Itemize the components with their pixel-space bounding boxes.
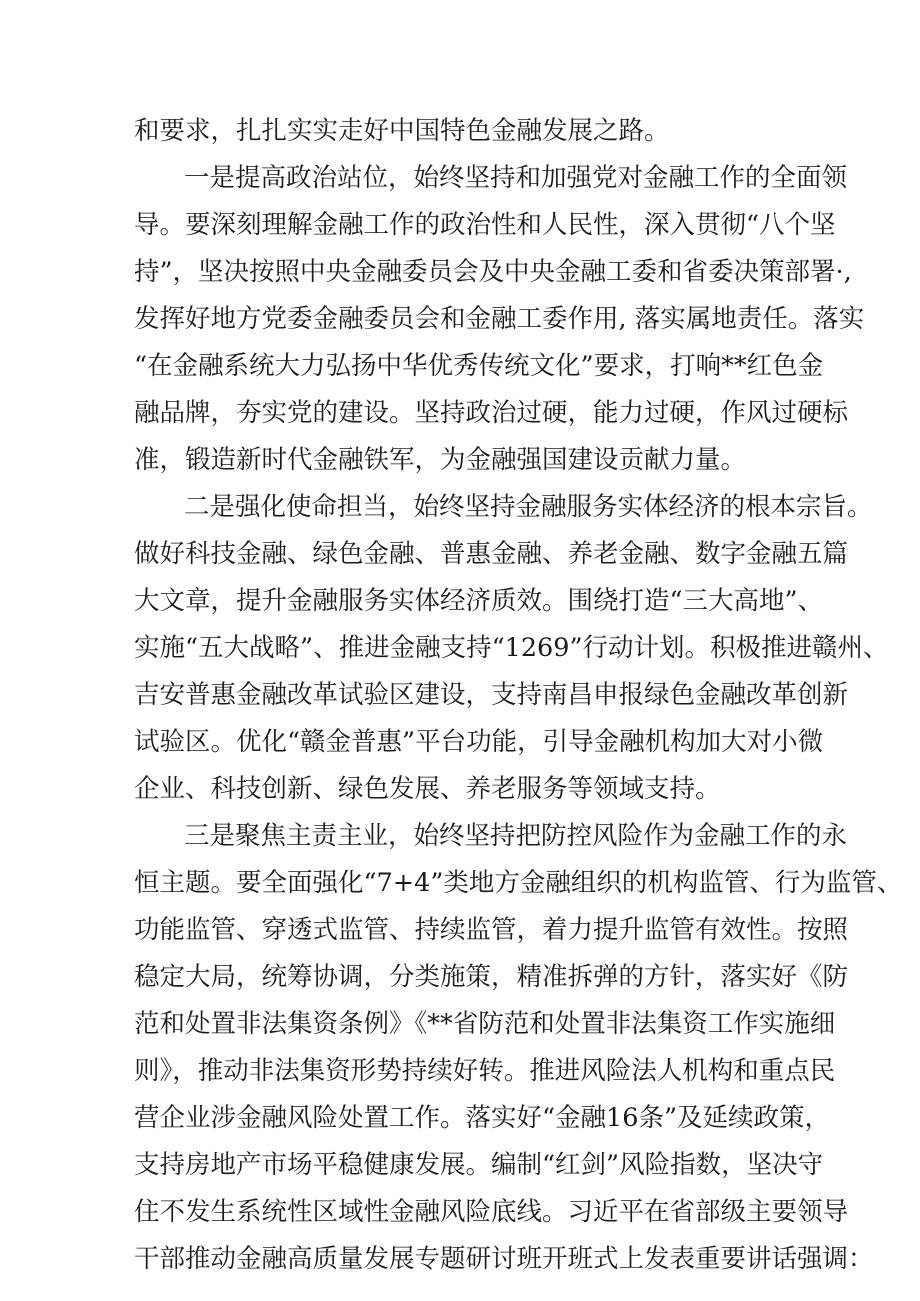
text-line: 企业、科技创新、绿色发展、养老服务等领域支持。 xyxy=(134,774,721,804)
text-line: 持”，坚决按照中央金融委员会及中央金融工委和省委决策部署·, xyxy=(134,257,852,287)
text-line: 和要求，扎扎实实走好中国特色金融发展之路。 xyxy=(134,116,670,146)
text-line: 导。要深刻理解金融工作的政治性和人民性，深入贯彻“八个坚 xyxy=(134,210,836,240)
text-line: 住不发生系统性区域性金融风险底线。习近平在省部级主要领导 xyxy=(134,1197,849,1227)
text-line: 干部推动金融高质量发展专题研讨班开班式上发表重要讲话强调： xyxy=(134,1244,874,1274)
text-line: 发挥好地方党委金融委员会和金融工委作用, 落实属地责任。落实 xyxy=(134,304,865,334)
text-line: 功能监管、穿透式监管、持续监管，着力提升监管有效性。按照 xyxy=(134,915,849,945)
text-line: 三是聚焦主责主业，始终坚持把防控风险作为金融工作的永 xyxy=(184,821,848,851)
text-line: 稳定大局，统筹协调，分类施策，精准拆弹的方针，落实好《防 xyxy=(134,962,849,992)
text-line: 实施“五大战略”、推进金融支持“1269”行动计划。积极推进赣州、 xyxy=(134,633,889,663)
text-line: 做好科技金融、绿色金融、普惠金融、养老金融、数字金融五篇 xyxy=(134,539,849,569)
text-line: 试验区。优化“赣金普惠”平台功能，引导金融机构加大对小微 xyxy=(134,727,824,757)
text-line: 营企业涉金融风险处置工作。落实好“金融16条”及延续政策， xyxy=(134,1103,831,1133)
text-line: 大文章，提升金融服务实体经济质效。围绕打造“三大高地”、 xyxy=(134,586,824,616)
text-line: 吉安普惠金融改革试验区建设，支持南昌申报绿色金融改革创新 xyxy=(134,680,849,710)
text-line: 准，锻造新时代金融铁军，为金融强国建设贡献力量。 xyxy=(134,445,747,475)
text-line: “在金融系统大力弘扬中华优秀传统文化”要求，打响**红色金 xyxy=(134,351,824,381)
text-line: 范和处置非法集资条例》《**省防范和处置非法集资工作实施细 xyxy=(134,1009,836,1039)
text-line: 恒主题。要全面强化“7+4”类地方金融组织的机构监管、行为监管、 xyxy=(134,868,903,898)
text-line: 支持房地产市场平稳健康发展。编制“红剑”风险指数，坚决守 xyxy=(134,1150,824,1180)
text-line: 一是提高政治站位，始终坚持和加强党对金融工作的全面领 xyxy=(184,163,848,193)
text-line: 融品牌，夯实党的建设。坚持政治过硬，能力过硬，作风过硬标 xyxy=(134,398,849,428)
text-line: 则》，推动非法集资形势持续好转。推进风险法人机构和重点民 xyxy=(134,1056,836,1086)
text-line: 二是强化使命担当，始终坚持金融服务实体经济的根本宗旨。 xyxy=(184,492,873,522)
